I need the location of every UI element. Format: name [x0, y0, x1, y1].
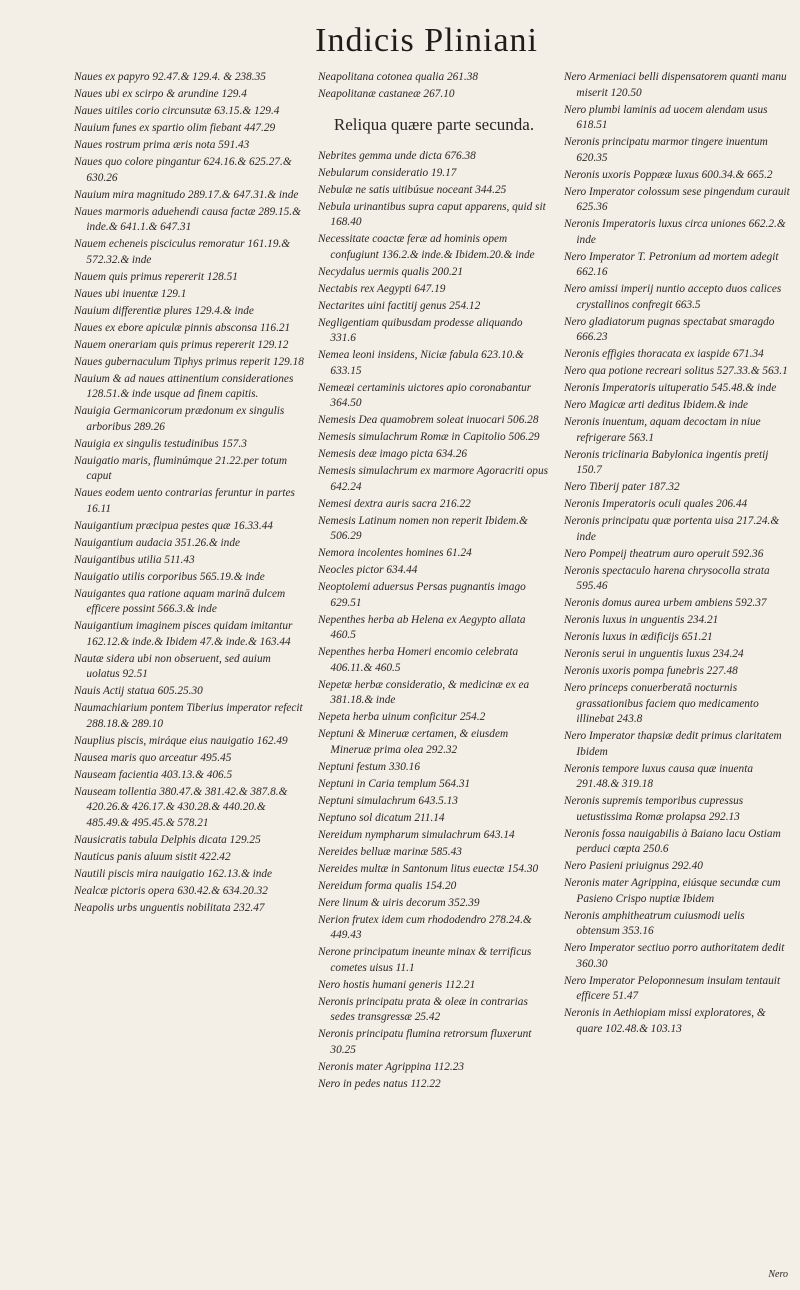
index-entry-text: Nectabis rex Aegypti 647.19: [318, 282, 446, 295]
index-entry: [564, 794, 790, 825]
index-entry: [564, 448, 790, 479]
catchword: Nero: [768, 1269, 788, 1280]
index-entry-text: Naues ex papyro 92.47.& 129.4. & 238.35: [74, 71, 266, 83]
index-entry-text: Nero Imperator T. Petronium ad mortem adegit 662.16: [564, 250, 779, 278]
index-entry: [318, 794, 550, 810]
index-entry: [74, 619, 304, 650]
index-entry-text: Nereidum forma qualis 154.20: [318, 879, 457, 892]
index-entry: [318, 514, 550, 545]
index-entry: [318, 645, 550, 676]
index-entry-text: Nero Imperator thapsiæ dedit primus claritatem Ibidem: [564, 730, 782, 758]
index-entry-text: Nauium mira magnitudo 289.17.& 647.31.& inde: [74, 188, 299, 201]
index-entry: [564, 315, 790, 346]
index-entry: [318, 464, 550, 495]
index-entry-text: Nemesi dextra auris sacra 216.22: [318, 497, 471, 510]
index-entry-text: Nemesis deæ imago picta 634.26: [318, 448, 468, 460]
index-entry-text: Nero qua potione recreari solitus 527.33.& 563.1: [564, 365, 788, 377]
index-entry: [564, 596, 790, 612]
index-entry-text: Nepeta herba uinum conficitur 254.2: [318, 711, 486, 723]
index-entry-text: Nauium & ad naues attinentium considerationes 128.51.& inde usque ad finem capitis.: [74, 372, 294, 400]
index-entry: [74, 87, 304, 103]
index-entry: [564, 664, 790, 680]
index-entry: [74, 454, 304, 485]
index-entry: [74, 553, 304, 569]
index-entry-text: Nereides multæ in Santonum litus euectæ 154.30: [318, 862, 539, 875]
index-entry-text: Nauigantibus utilia 511.43: [74, 553, 195, 566]
index-entry: [318, 845, 550, 861]
index-entry: [564, 630, 790, 646]
index-entry: [318, 678, 550, 709]
index-entry: [564, 729, 790, 760]
index-entry-text: Nautæ sidera ubi non obseruent, sed auium uolatus 92.51: [74, 652, 271, 680]
index-entry: [318, 282, 550, 298]
index-entry: [74, 404, 304, 435]
index-entry: [318, 828, 550, 844]
index-entry: [74, 155, 304, 186]
index-entry-text: Nauigia Germanicorum prædonum ex singulis arboribus 289.26: [74, 405, 285, 433]
index-entry-text: Nero Imperator Peloponnesum insulam tentauit efficere 51.47: [564, 974, 781, 1002]
index-entry: [564, 497, 790, 513]
index-entry: [318, 183, 550, 199]
index-entry: [74, 850, 304, 866]
index-entry: [564, 168, 790, 184]
index-entry-text: Neapolis urbs unguentis nobilitata 232.47: [74, 901, 265, 914]
column-2-top-entries: [318, 70, 550, 103]
index-entry: [564, 974, 790, 1005]
index-entry-text: Nemora incolentes homines 61.24: [318, 547, 472, 559]
index-entry-text: Nauigatio maris, fluminúmque 21.22.per totum caput: [74, 454, 288, 482]
index-entry-text: Neronis amphitheatrum cuiusmodi uelis obtensum 353.16: [564, 909, 745, 937]
index-entry: [564, 827, 790, 858]
index-entry-text: Nectarites uini factitij genus 254.12: [318, 299, 481, 312]
index-entry-text: Neronis spectaculo harena chrysocolla strata 595.46: [564, 564, 770, 592]
index-entry: [74, 652, 304, 683]
index-entry: [74, 237, 304, 268]
index-entry: [564, 876, 790, 907]
index-entry: [74, 287, 304, 303]
index-entry: [318, 1060, 550, 1076]
index-entry-text: Nauseam tollentia 380.47.& 381.42.& 387.8.& 420.26.& 426.17.& 430.28.& 440.20.& 485.49.& 495.45.& 578.21: [74, 785, 288, 829]
index-column-1: [74, 70, 304, 918]
index-entry: [318, 613, 550, 644]
index-entry-text: Naues ubi inuentæ 129.1: [74, 287, 187, 300]
index-entry-text: Naues rostrum prima æris nota 591.43: [74, 139, 250, 151]
index-entry-text: Neronis mater Agrippina 112.23: [318, 1060, 465, 1073]
index-entry: [318, 945, 550, 976]
index-entry: [318, 87, 550, 103]
index-entry: [318, 497, 550, 513]
index-entry: [564, 415, 790, 446]
index-entry: [564, 347, 790, 363]
index-entry-text: Neronis inuentum, aquam decoctam in niue refrigerare 563.1: [564, 416, 761, 444]
index-entry: [74, 536, 304, 552]
index-entry-text: Neronis principatu flumina retrorsum fluxerunt 30.25: [318, 1028, 532, 1056]
index-entry-text: Nemeæi certaminis uictores apio coronabantur 364.50: [318, 381, 532, 409]
index-entry-text: Nemesis Dea quamobrem soleat inuocari 506.28: [318, 414, 539, 426]
index-entry: [74, 867, 304, 883]
index-entry-text: Nereides belluæ marinæ 585.43: [318, 845, 462, 858]
index-entry-text: Naues uitiles corio circunsutæ 63.15.& 129.4: [74, 105, 280, 117]
index-entry-text: Neronis fossa nauigabilis à Baiano lacu Ostiam perduci cœpta 250.6: [564, 827, 781, 855]
index-entry: [318, 760, 550, 776]
index-entry: [74, 205, 304, 236]
index-entry: [564, 564, 790, 595]
index-entry: [74, 884, 304, 900]
index-entry: [74, 321, 304, 337]
index-entry-text: Nauticus panis aluum sistit 422.42: [74, 850, 231, 863]
index-entry-text: Neapolitana cotonea qualia 261.38: [318, 71, 479, 83]
index-entry: [74, 437, 304, 453]
index-entry-text: Neronis in Aethiopiam missi exploratores, & quare 102.48.& 103.13: [564, 1007, 766, 1035]
index-entry: [318, 265, 550, 281]
index-entry-text: Nebulæ ne satis uitibúsue noceant 344.25: [318, 183, 507, 196]
index-entry: [564, 941, 790, 972]
index-entry-text: Naues marmoris aduehendi causa factæ 289.15.& inde.& 641.1.& 647.31: [74, 205, 301, 233]
index-entry: [318, 447, 550, 463]
index-entry-text: Neronis luxus in unguentis 234.21: [564, 614, 719, 626]
index-entry: [74, 355, 304, 371]
index-entry: [74, 104, 304, 120]
index-entry: [318, 546, 550, 562]
index-entry-text: Nerion frutex idem cum rhododendro 278.24.& 449.43: [318, 913, 532, 941]
index-entry: [74, 338, 304, 354]
index-entry-text: Neronis tempore luxus causa quæ inuenta 291.48.& 319.18: [564, 762, 753, 790]
index-entry-text: Nero Imperator colossum sese pingendum curauit 625.36: [564, 185, 790, 213]
index-entry: [564, 859, 790, 875]
index-entry-text: Neronis Imperatoris uituperatio 545.48.& inde: [564, 382, 777, 394]
index-column-2: [318, 70, 550, 1094]
index-entry: [564, 217, 790, 248]
index-entry: [318, 727, 550, 758]
index-entry-text: Neronis uxoris pompa funebris 227.48: [564, 665, 738, 677]
index-entry-text: Neronis principatu prata & oleæ in contrarias sedes transgressæ 25.42: [318, 995, 528, 1023]
index-entry: [318, 978, 550, 994]
index-entry: [318, 149, 550, 165]
index-entry-text: Nauigia ex singulis testudinibus 157.3: [74, 437, 247, 450]
index-entry: [564, 547, 790, 563]
index-entry-text: Nebularum consideratio 19.17: [318, 166, 457, 179]
index-entry-text: Neronis triclinaria Babylonica ingentis pretij 150.7: [564, 448, 769, 476]
index-entry-text: Nero princeps conuerberatā nocturnis grassationibus faciem quo medicamento illinebat 243.8: [564, 682, 759, 725]
index-entry-text: Neronis principatu marmor tingere inuentum 620.35: [564, 136, 768, 164]
index-entry: [564, 364, 790, 380]
index-entry: [74, 486, 304, 517]
index-entry-text: Necessitate coactæ feræ ad hominis opem confugiunt 136.2.& inde.& Ibidem.20.& inde: [318, 233, 535, 261]
index-entry-text: Nemesis simulachrum ex marmore Agoracriti opus 642.24: [318, 465, 549, 493]
index-entry-text: Neptuno sol dicatum 211.14: [318, 811, 445, 824]
index-entry-text: Nereidum nympharum simulachrum 643.14: [318, 828, 515, 841]
index-entry: [318, 348, 550, 379]
index-entry: [564, 282, 790, 313]
index-entry: [318, 316, 550, 347]
index-entry: [564, 70, 790, 101]
index-entry: [318, 430, 550, 446]
index-entry: [318, 879, 550, 895]
column-2-entries: [318, 149, 550, 1093]
index-entry-text: Neronis Imperatoris oculi quales 206.44: [564, 498, 748, 510]
index-entry: [74, 270, 304, 286]
index-entry-text: Nemesis simulachrum Romæ in Capitolio 506.29: [318, 431, 540, 443]
index-entry: [74, 570, 304, 586]
index-entry-text: Nauigatio utilis corporibus 565.19.& inde: [74, 570, 265, 583]
index-entry: [564, 909, 790, 940]
index-entry-text: Naues eodem uento contrarias feruntur in partes 16.11: [74, 487, 295, 515]
index-entry-text: Nebrites gemma unde dicta 676.38: [318, 149, 476, 162]
index-entry: [564, 647, 790, 663]
index-entry-text: Nauem quis primus repererit 128.51: [74, 270, 238, 283]
index-entry: [564, 681, 790, 728]
index-entry: [74, 138, 304, 154]
index-entry-text: Nero Armeniaci belli dispensatorem quanti manu miserit 120.50: [564, 71, 787, 99]
index-entry: [318, 896, 550, 912]
index-entry: [564, 103, 790, 134]
index-entry: [318, 913, 550, 944]
index-entry-text: Nero hostis humani generis 112.21: [318, 978, 476, 991]
index-entry: [318, 811, 550, 827]
index-entry: [318, 381, 550, 412]
index-entry-text: Nauigantium imaginem pisces quidam imitantur 162.12.& inde.& Ibidem 47.& inde.& 163.44: [74, 620, 293, 648]
index-entry: [564, 185, 790, 216]
index-entry-text: Neoptolemi aduersus Persas pugnantis imago 629.51: [318, 581, 526, 609]
index-entry-text: Neronis uxoris Poppææ luxus 600.34.& 665.2: [564, 168, 773, 181]
index-entry: [318, 200, 550, 231]
index-entry: [318, 299, 550, 315]
index-entry-text: Neronis luxus in ædificijs 651.21: [564, 631, 713, 643]
index-entry-text: Nepenthes herba ab Helena ex Aegypto allata 460.5: [318, 613, 526, 641]
index-entry-text: Nero Tiberij pater 187.32: [564, 481, 680, 493]
page-title: Indicis Pliniani: [315, 22, 538, 59]
index-entry-text: Nauium differentiæ plures 129.4.& inde: [74, 304, 254, 317]
section-heading: Reliqua quære parte secunda.: [333, 114, 535, 134]
index-entry: [318, 1027, 550, 1058]
index-entry-text: Neronis serui in unguentis luxus 234.24: [564, 648, 744, 660]
index-entry: [74, 519, 304, 535]
index-entry-text: Nauseam facientia 403.13.& 406.5: [74, 768, 233, 781]
index-entry-text: Neptuni simulachrum 643.5.13: [318, 794, 458, 807]
index-entry: [318, 1077, 550, 1093]
index-entry-text: Nero Pompeij theatrum auro operuit 592.36: [564, 547, 764, 560]
index-entry-text: Naues ubi ex scirpo & arundine 129.4: [74, 88, 247, 100]
index-entry: [564, 398, 790, 414]
index-entry: [74, 304, 304, 320]
index-entry: [318, 166, 550, 182]
index-entry-text: Nepetæ herbæ consideratio, & medicinæ ex ea 381.18.& inde: [318, 678, 530, 706]
index-entry: [564, 135, 790, 166]
index-entry: [564, 514, 790, 545]
index-entry: [74, 121, 304, 137]
index-entry-text: Neptuni & Mineruæ certamen, & eiusdem Mineruæ prima olea 292.32: [318, 728, 509, 756]
index-entry-text: Nere linum & uiris decorum 352.39: [318, 896, 480, 909]
index-entry-text: Neocles pictor 634.44: [318, 564, 418, 576]
index-entry: [318, 563, 550, 579]
index-entry-text: Nero in pedes natus 112.22: [318, 1077, 441, 1090]
index-entry-text: Nausea maris quo arceatur 495.45: [74, 751, 232, 764]
index-entry: [74, 768, 304, 784]
index-entry-text: Nauis Actij statua 605.25.30: [74, 685, 203, 697]
index-entry-text: Neapolitanæ castaneæ 267.10: [318, 88, 455, 100]
index-entry: [318, 413, 550, 429]
index-entry-text: Nebula urinantibus supra caput apparens, quid sit 168.40: [318, 200, 546, 228]
index-entry-text: Nero Magicæ arti deditus Ibidem.& inde: [564, 399, 749, 411]
index-entry-text: Neronis effigies thoracata ex iaspide 671.34: [564, 348, 764, 360]
index-entry-text: Naues ex ebore apiculæ pinnis absconsa 116.21: [74, 321, 291, 334]
index-entry: [564, 1006, 790, 1037]
index-entry-text: Nauigantium audacia 351.26.& inde: [74, 536, 240, 549]
index-entry-text: Nauigantium præcipua pestes quæ 16.33.44: [74, 519, 273, 532]
index-entry: [318, 232, 550, 263]
index-entry-text: Neronis principatu quæ portenta uisa 217.24.& inde: [564, 515, 780, 543]
index-entry-text: Neptuni festum 330.16: [318, 760, 420, 773]
index-entry-text: Nauplius piscis, miráque eius nauigatio 162.49: [74, 734, 288, 747]
index-entry: [74, 587, 304, 618]
index-entry-text: Naues quo colore pingantur 624.16.& 625.27.& 630.26: [74, 156, 292, 184]
index-entry: [564, 250, 790, 281]
index-column-3: [564, 70, 790, 1039]
index-entry: [74, 188, 304, 204]
index-entry: [74, 751, 304, 767]
index-entry: [318, 710, 550, 726]
index-entry: [318, 862, 550, 878]
index-entry-text: Nero plumbi laminis ad uocem alendam usus 618.51: [564, 103, 768, 131]
index-entry: [74, 701, 304, 732]
index-entry-text: Naues gubernaculum Tiphys primus reperit 129.18: [74, 355, 304, 368]
index-entry-text: Necydalus uermis qualis 200.21: [318, 265, 463, 278]
index-entry: [318, 777, 550, 793]
index-entry: [318, 580, 550, 611]
index-entry-text: Nauem onerariam quis primus repererit 129.12: [74, 338, 289, 351]
index-entry-text: Nemea leoni insidens, Niciæ fabula 623.10.& 633.15: [318, 349, 524, 377]
index-entry: [74, 901, 304, 917]
index-entry-text: Naumachiarium pontem Tiberius imperator refecit 288.18.& 289.10: [74, 702, 303, 730]
index-entry-text: Nero amissi imperij nuntio accepto duos calices crystallinos confregit 663.5: [564, 283, 782, 311]
index-entry-text: Nero Pasieni priuignus 292.40: [564, 860, 703, 872]
index-entry-text: Nauigantes qua ratione aquam marinā dulcem efficere possint 566.3.& inde: [74, 587, 286, 615]
index-entry-text: Neronis supremis temporibus cupressus uetustissima Romæ prolapsa 292.13: [564, 795, 744, 823]
index-entry-text: Negligentiam quibusdam prodesse aliquando 331.6: [318, 316, 523, 344]
index-entry: [564, 480, 790, 496]
index-entry: [74, 372, 304, 403]
index-entry-text: Nero gladiatorum pugnas spectabat smaragdo 666.23: [564, 315, 775, 343]
index-entry-text: Neptuni in Caria templum 564.31: [318, 777, 471, 790]
index-entry: [318, 70, 550, 86]
index-entry-text: Neronis mater Agrippina, eiúsque secundæ cum Pasieno Crispo nuptiæ Ibidem: [564, 877, 781, 905]
index-entry-text: Nauium funes ex spartio olim fiebant 447.29: [74, 122, 276, 134]
index-entry-text: Nautili piscis mira nauigatio 162.13.& inde: [74, 867, 273, 880]
index-entry-text: Nausicratis tabula Delphis dicata 129.25: [74, 833, 261, 846]
index-entry-text: Nealcæ pictoris opera 630.42.& 634.20.32: [74, 884, 268, 897]
index-entry: [564, 381, 790, 397]
index-entry-text: Neronis domus aurea urbem ambiens 592.37: [564, 597, 767, 609]
index-entry: [564, 762, 790, 793]
index-entry: [318, 995, 550, 1026]
index-entry-text: Nepenthes herba Homeri encomio celebrata 406.11.& 460.5: [318, 646, 519, 674]
index-entry: [74, 684, 304, 700]
index-entry-text: Nerone principatum ineunte minax & terrificus cometes uisus 11.1: [318, 946, 532, 974]
index-entry-text: Nemesis Latinum nomen non reperit Ibidem.& 506.29: [318, 514, 528, 542]
index-entry: [74, 734, 304, 750]
index-entry: [564, 613, 790, 629]
index-entry: [74, 70, 304, 86]
index-entry-text: Nero Imperator sectiuo porro authoritatem dedit 360.30: [564, 942, 785, 970]
index-entry: [74, 833, 304, 849]
index-entry: [74, 785, 304, 832]
index-entry-text: Nauem echeneis pisciculus remoratur 161.19.& 572.32.& inde: [74, 238, 291, 266]
index-entry-text: Neronis Imperatoris luxus circa uniones 662.2.& inde: [564, 218, 786, 246]
